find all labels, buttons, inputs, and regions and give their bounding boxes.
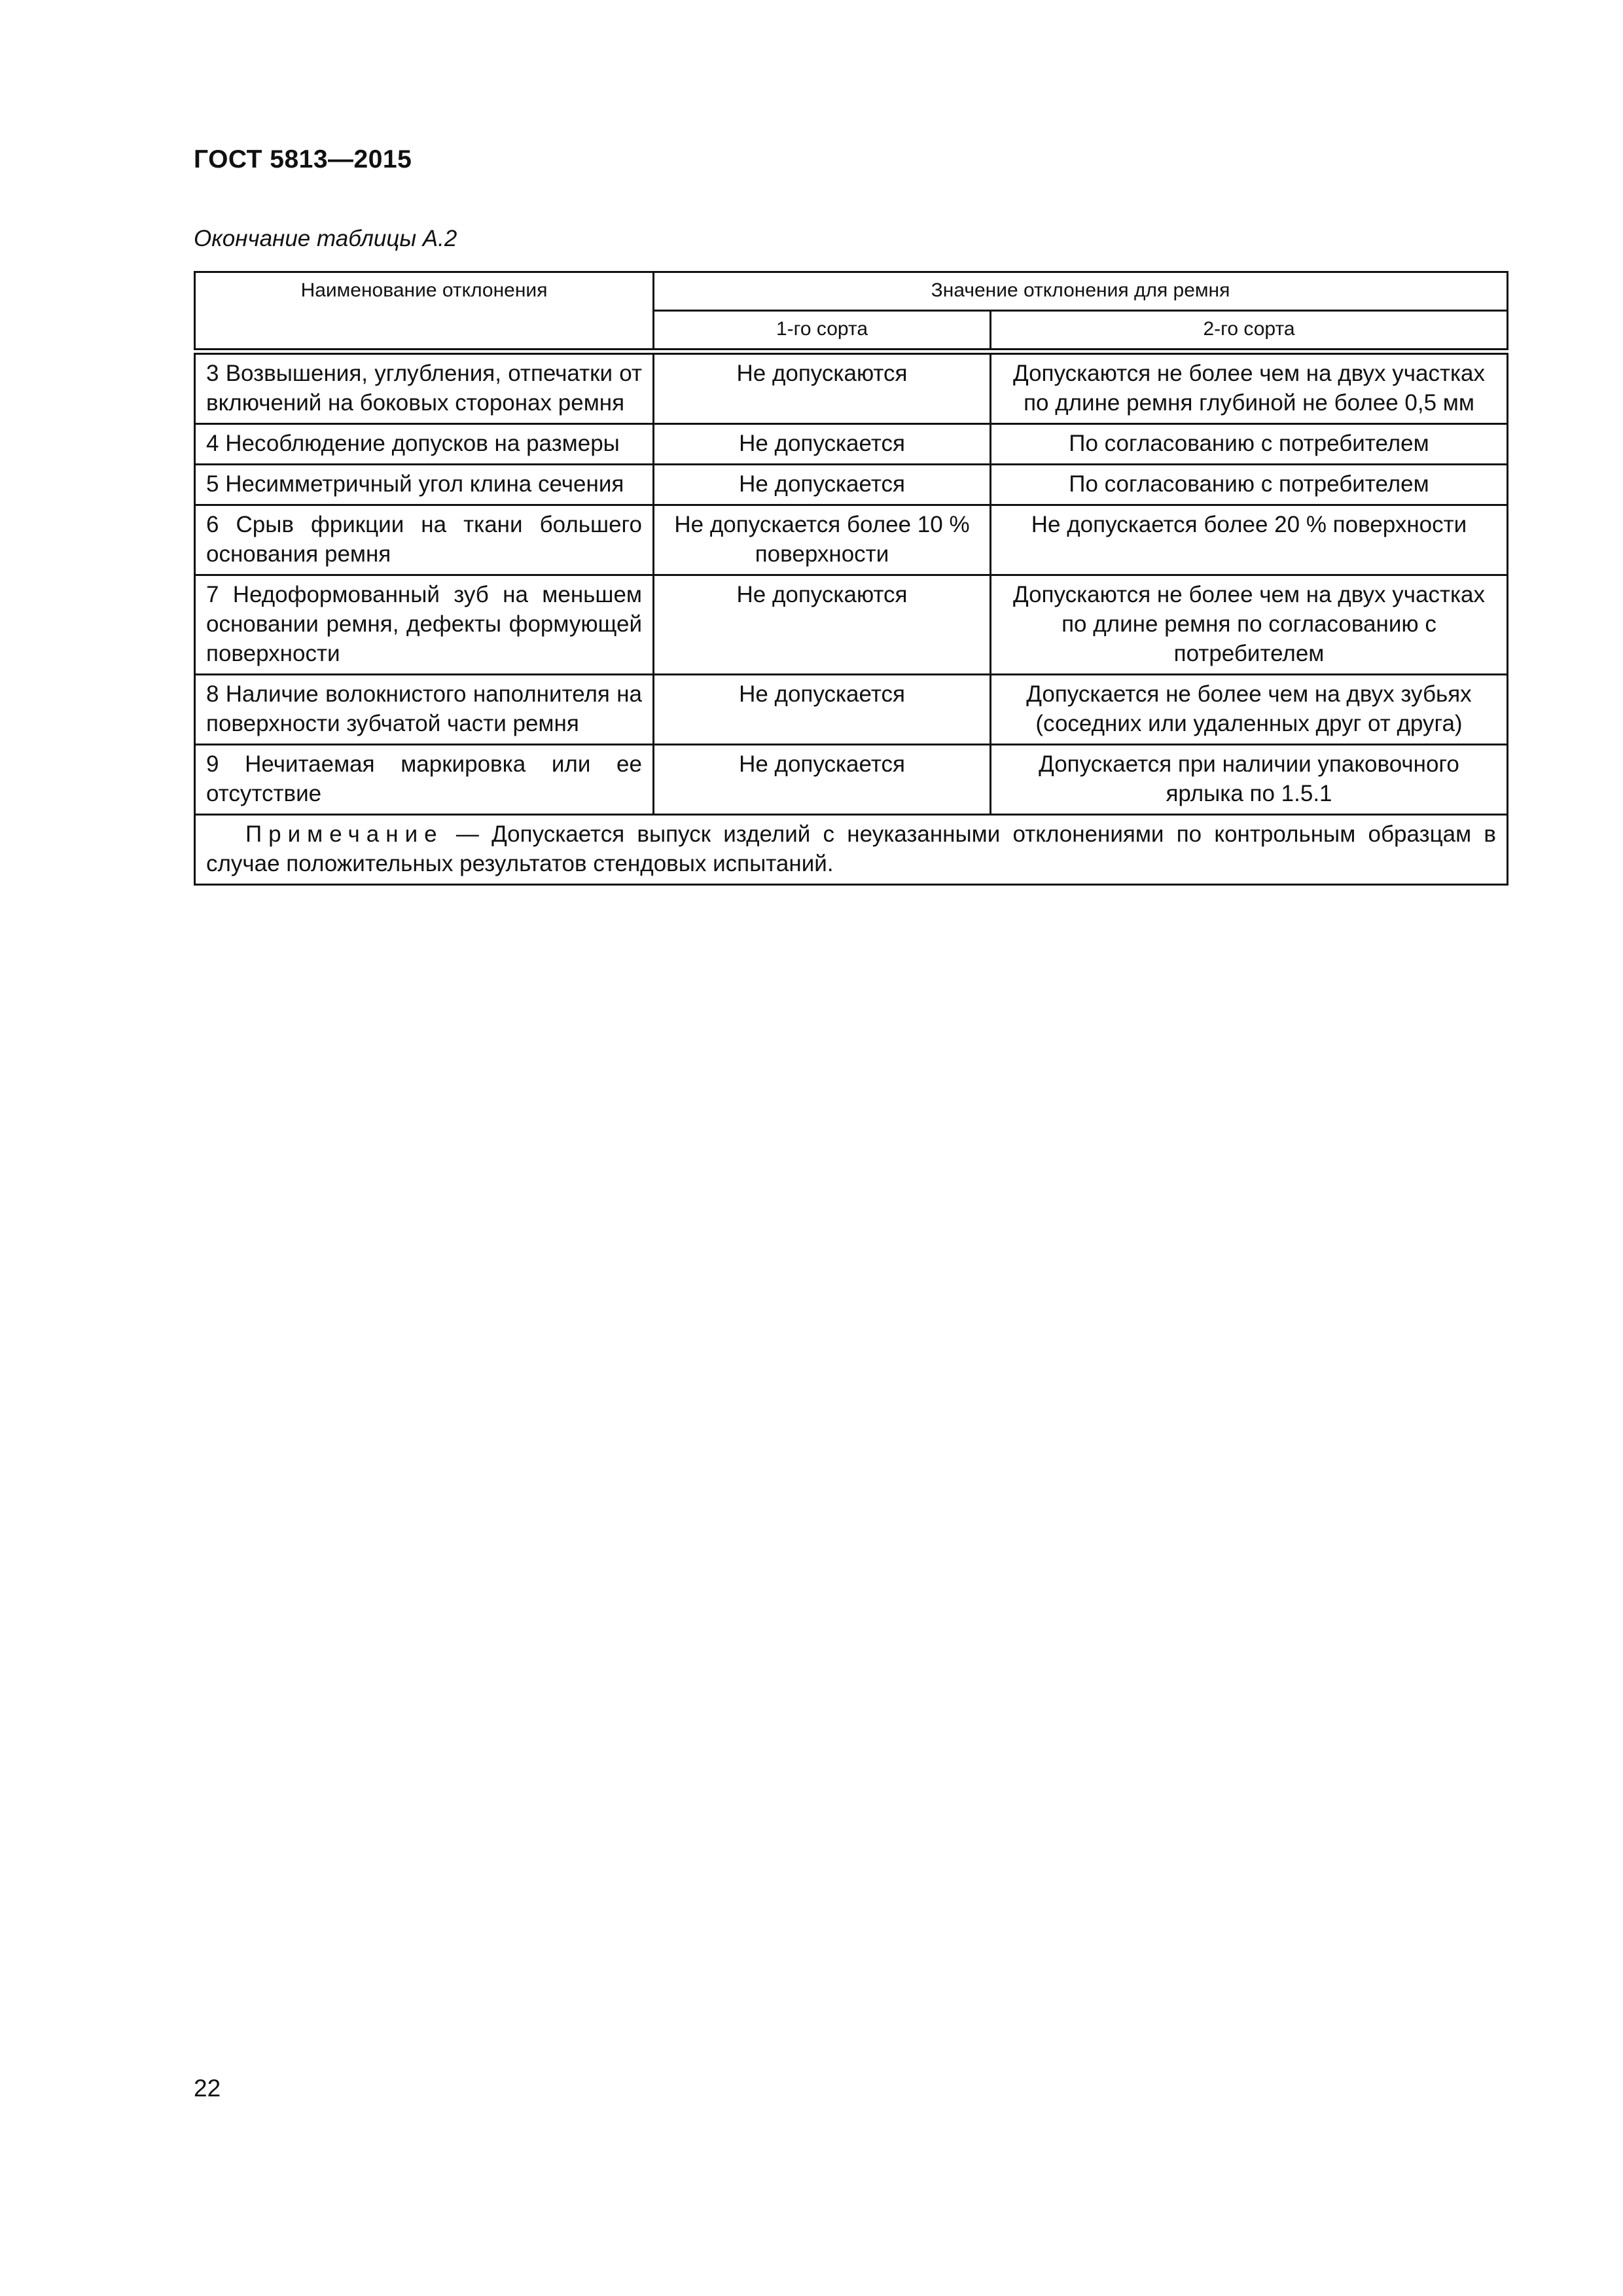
deviation-name: 8 Наличие волокнистого наполнителя на поверхности зубчатой части ремня <box>195 675 654 745</box>
grade-1-value: Не допускается <box>654 675 991 745</box>
table-row <box>195 424 1508 465</box>
deviations-table <box>194 271 1508 886</box>
grade-2-value: Не допускается более 20 % поверхности <box>991 505 1508 575</box>
grade-2-value: Допускается не более чем на двух зубьях (соседних или удаленных друг от друга) <box>991 675 1508 745</box>
header-grade-1: 1-го сорта <box>654 311 991 352</box>
deviation-name: 4 Несоблюдение допусков на размеры <box>195 424 654 465</box>
table-note-row <box>195 815 1508 885</box>
page-number: 22 <box>194 2075 221 2102</box>
table-row <box>195 505 1508 575</box>
table-row <box>195 745 1508 815</box>
deviation-name: 3 Возвышения, углубления, отпечатки от включений на боковых сторонах ремня <box>195 351 654 424</box>
note-label: Примечание <box>245 821 444 847</box>
grade-2-value: По согласованию с потребителем <box>991 465 1508 505</box>
grade-2-value: По согласованию с потребителем <box>991 424 1508 465</box>
table-row <box>195 465 1508 505</box>
grade-1-value: Не допускается <box>654 465 991 505</box>
header-grade-2: 2-го сорта <box>991 311 1508 352</box>
deviation-name: 6 Срыв фрикции на ткани большего основания ремня <box>195 505 654 575</box>
table-row <box>195 575 1508 675</box>
header-deviation-value: Значение отклонения для ремня <box>654 272 1508 311</box>
grade-1-value: Не допускаются <box>654 575 991 675</box>
grade-1-value: Не допускается <box>654 745 991 815</box>
note-text: — Допускается выпуск изделий с неуказанными отклонениями по контрольным образцам в случае положительных результатов стендовых испытаний. <box>206 821 1496 876</box>
deviation-name: 7 Недоформованный зуб на меньшем основании ремня, дефекты формующей поверхности <box>195 575 654 675</box>
grade-2-value: Допускаются не более чем на двух участках по длине ремня глубиной не более 0,5 мм <box>991 351 1508 424</box>
deviation-name: 5 Несимметричный угол клина сечения <box>195 465 654 505</box>
table-note <box>195 815 1508 885</box>
grade-2-value: Допускается при наличии упаковочного ярлыка по 1.5.1 <box>991 745 1508 815</box>
grade-2-value: Допускаются не более чем на двух участках по длине ремня по согласованию с потребителем <box>991 575 1508 675</box>
table-caption: Окончание таблицы А.2 <box>194 226 457 251</box>
header-deviation-name: Наименование отклонения <box>195 272 654 352</box>
document-code: ГОСТ 5813—2015 <box>194 145 412 173</box>
grade-1-value: Не допускается более 10 % поверхности <box>654 505 991 575</box>
table-row <box>195 351 1508 424</box>
grade-1-value: Не допускаются <box>654 351 991 424</box>
table-row <box>195 675 1508 745</box>
grade-1-value: Не допускается <box>654 424 991 465</box>
deviation-name: 9 Нечитаемая маркировка или ее отсутствие <box>195 745 654 815</box>
